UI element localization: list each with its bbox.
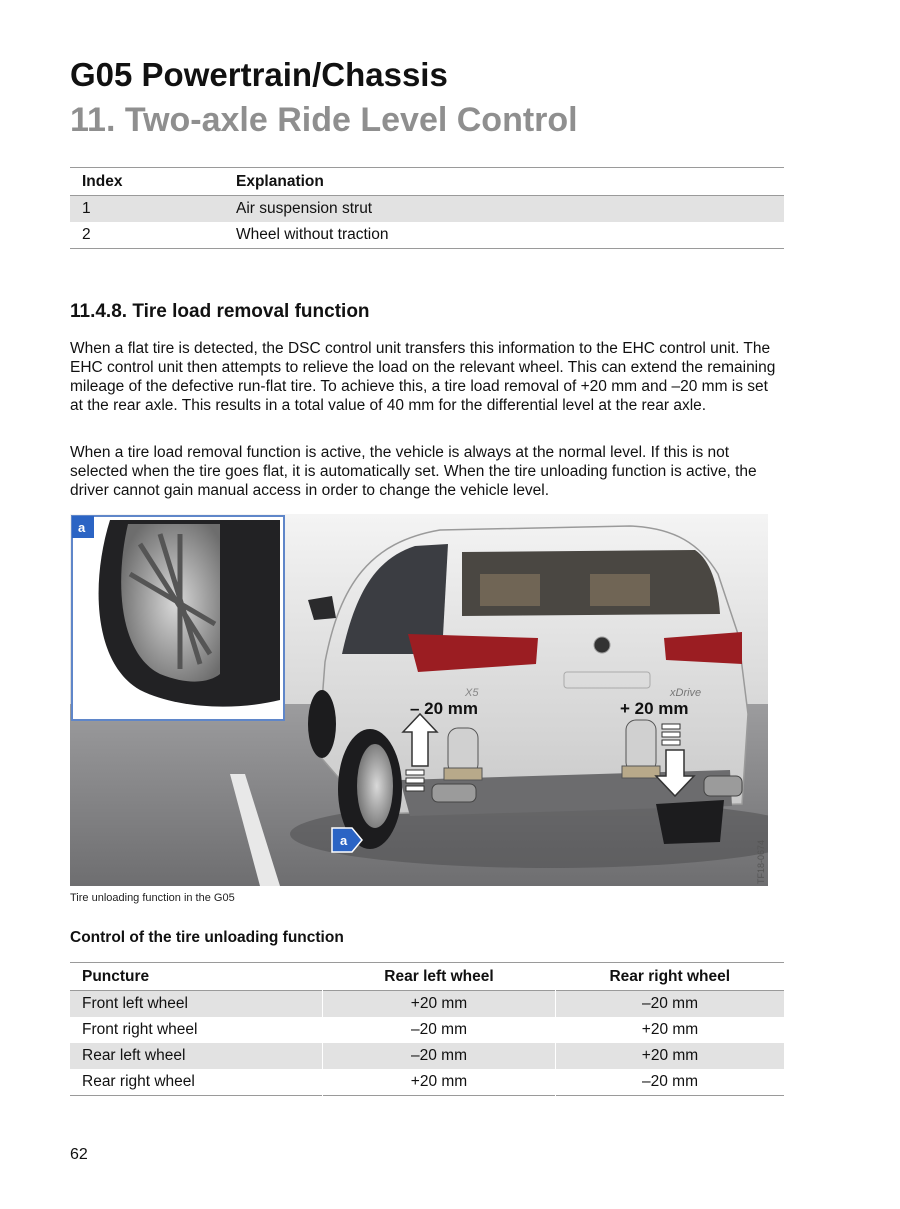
rear-left-cell: –20 mm — [323, 1043, 556, 1069]
front-left-wheel — [308, 690, 336, 758]
rear-left-cell: –20 mm — [323, 1017, 556, 1043]
vehicle-illustration — [70, 514, 768, 886]
table-header-row — [70, 963, 784, 991]
puncture-header: Puncture — [82, 967, 150, 985]
inset-label: a — [78, 520, 86, 535]
inset-detail — [72, 516, 284, 720]
exhaust-left — [432, 784, 476, 802]
rear-right-cell: +20 mm — [556, 1017, 785, 1043]
left-air-strut — [444, 728, 482, 780]
puncture-cell: Rear left wheel — [82, 1047, 186, 1064]
marker-a-label: a — [340, 833, 348, 848]
table-row — [70, 1069, 784, 1096]
explanation-cell: Air suspension strut — [236, 200, 373, 217]
explanation-cell: Wheel without traction — [236, 226, 389, 243]
index-cell: 2 — [82, 226, 91, 243]
rear-left-header: Rear left wheel — [384, 967, 494, 985]
figure-code: TF18-0674 — [756, 839, 766, 884]
rear-right-cell: –20 mm — [556, 1069, 785, 1096]
rear-left-cell: +20 mm — [323, 1069, 556, 1096]
left-level-label: – 20 mm — [410, 699, 479, 718]
rear-right-cell: –20 mm — [556, 991, 785, 1018]
explanation-header: Explanation — [236, 172, 324, 190]
index-table — [70, 167, 784, 249]
right-air-strut — [622, 720, 660, 778]
table-row — [70, 196, 784, 223]
table-row — [70, 991, 784, 1018]
table-header-row — [70, 168, 784, 196]
section-heading: 11.4.8. Tire load removal function — [70, 301, 370, 322]
puncture-cell: Rear right wheel — [82, 1073, 195, 1090]
control-table — [70, 962, 784, 1096]
page-number: 62 — [70, 1146, 88, 1163]
index-header: Index — [82, 172, 123, 190]
page-title: G05 Powertrain/Chassis — [70, 56, 448, 93]
rear-right-header: Rear right wheel — [609, 967, 731, 985]
figure-caption: Tire unloading function in the G05 — [70, 892, 235, 904]
rear-left-rim — [357, 744, 393, 828]
table-row — [70, 222, 784, 249]
body-paragraph: When a flat tire is detected, the DSC control unit transfers this information to the EHC control unit. The EHC control unit then attempts to relieve the load on the relevant wheel. This can extend the remaining mileage of the defective run-flat tire. To achieve this, a tire load removal of +20 mm and –20 mm is set at the rear axle. This results in a total value of 40 mm for the differential level at the rear axle. — [70, 340, 776, 414]
puncture-cell: Front right wheel — [82, 1021, 198, 1038]
right-level-label: + 20 mm — [620, 699, 689, 718]
drive-badge: xDrive — [670, 687, 702, 699]
table-row — [70, 1043, 784, 1069]
index-cell: 1 — [82, 200, 91, 217]
chapter-title: 11. Two-axle Ride Level Control — [70, 101, 578, 139]
puncture-cell: Front left wheel — [82, 995, 188, 1012]
brand-logo — [594, 637, 610, 653]
vehicle-figure — [70, 514, 768, 886]
table-heading: Control of the tire unloading function — [70, 929, 344, 946]
exhaust-right — [704, 776, 742, 796]
body-paragraph: When a tire load removal function is active, the vehicle is always at the normal level. If this is not selected when the tire goes flat, it is automatically set. When the tire unloading function is active, the driver cannot gain manual access in order to change the vehicle level. — [70, 444, 757, 499]
model-badge: X5 — [465, 687, 479, 699]
rear-right-cell: +20 mm — [556, 1043, 785, 1069]
table-row — [70, 1017, 784, 1043]
rear-right-wheel — [656, 800, 724, 844]
rear-left-cell: +20 mm — [323, 991, 556, 1018]
